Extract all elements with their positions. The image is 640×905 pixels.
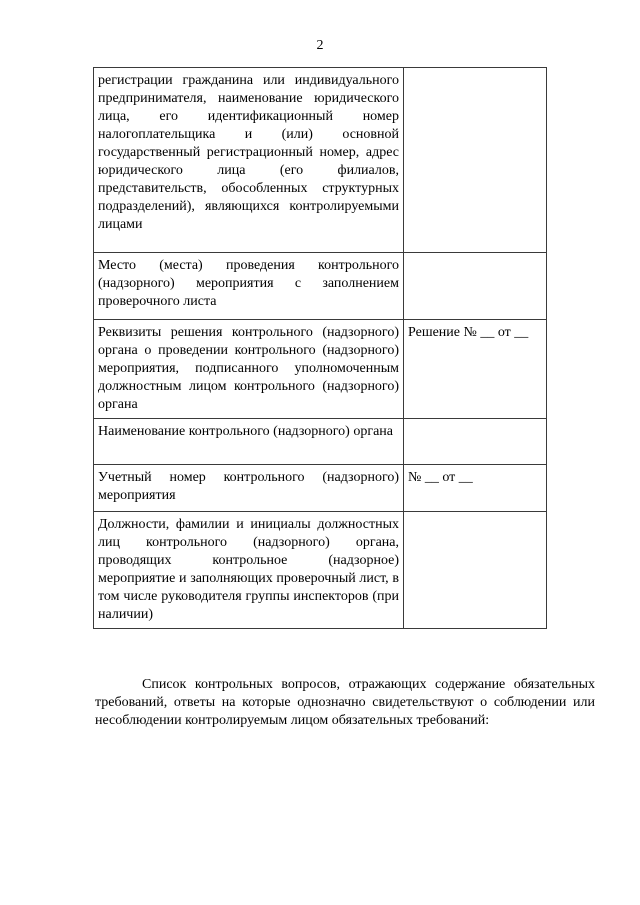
row-label-inspection-place: Место (места) проведения контрольного (надзорного) мероприятия с заполнением проверочного листа bbox=[94, 253, 404, 320]
table-row bbox=[94, 465, 547, 512]
row-value-registration bbox=[404, 68, 547, 253]
row-value-decision-details: Решение № __ от __ bbox=[404, 320, 547, 419]
row-label-authority-name: Наименование контрольного (надзорного) органа bbox=[94, 419, 404, 465]
row-value-inspection-place bbox=[404, 253, 547, 320]
row-value-registration-number: № __ от __ bbox=[404, 465, 547, 512]
table-row bbox=[94, 419, 547, 465]
row-label-registration: регистрации гражданина или индивидуального предпринимателя, наименование юридического лица, его идентификационный номер налогоплательщика и (или) основной государственный регистрационный номер, адрес юридического лица (его филиалов, представительств, обособленных структурных подразделений), являющихся контролируемыми лицами bbox=[94, 68, 404, 253]
inspection-info-table bbox=[93, 67, 547, 629]
row-label-officials: Должности, фамилии и инициалы должностных лиц контрольного (надзорного) органа, проводящих контрольное (надзорное) мероприятие и заполняющих проверочный лист, в том числе руководителя группы инспекторов (при наличии) bbox=[94, 512, 404, 629]
page-number: 2 bbox=[316, 38, 324, 53]
row-label-decision-details: Реквизиты решения контрольного (надзорного) органа о проведении контрольного (надзорного) мероприятия, подписанного уполномоченным должностным лицом контрольного (надзорного) органа bbox=[94, 320, 404, 419]
table-row bbox=[94, 68, 547, 253]
row-label-registration-number: Учетный номер контрольного (надзорного) мероприятия bbox=[94, 465, 404, 512]
table-row bbox=[94, 320, 547, 419]
row-value-officials bbox=[404, 512, 547, 629]
checklist-intro-paragraph: Список контрольных вопросов, отражающих содержание обязательных требований, ответы на которые однозначно свидетельствуют о соблюдении или несоблюдении контролируемым лицом обязательных требований: bbox=[95, 677, 595, 728]
row-value-authority-name bbox=[404, 419, 547, 465]
table-row bbox=[94, 512, 547, 629]
table-row bbox=[94, 253, 547, 320]
